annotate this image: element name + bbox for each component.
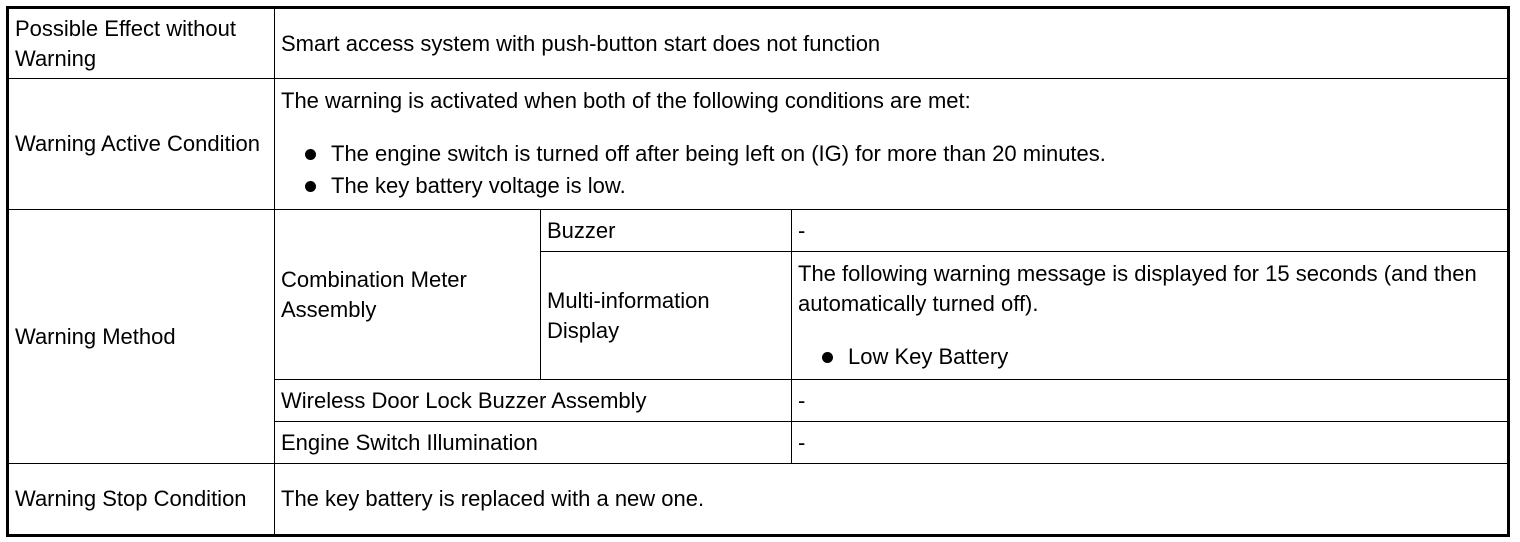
- mid-message-item: Low Key Battery: [798, 341, 1501, 373]
- warning-specification-table: [6, 6, 1510, 537]
- row-warning-active-condition: [8, 79, 1509, 210]
- active-condition-item: The engine switch is turned off after being left on (IG) for more than 20 minutes.: [281, 138, 1501, 170]
- warning-active-condition-label: Warning Active Condition: [8, 79, 275, 210]
- active-condition-item: The key battery voltage is low.: [281, 170, 1501, 202]
- warning-stop-condition-label: Warning Stop Condition: [8, 464, 275, 536]
- possible-effect-label: Possible Effect without Warning: [8, 8, 275, 79]
- active-condition-intro: The warning is activated when both of the following conditions are met:: [281, 88, 971, 113]
- mid-value: [792, 252, 1509, 380]
- door-lock-buzzer-label: Wireless Door Lock Buzzer Assembly: [275, 380, 792, 422]
- active-condition-list: [281, 138, 1501, 202]
- row-possible-effect: [8, 8, 1509, 79]
- possible-effect-value: Smart access system with push-button start does not function: [275, 8, 1509, 79]
- warning-stop-condition-value: The key battery is replaced with a new one.: [275, 464, 1509, 536]
- door-lock-buzzer-value: -: [792, 380, 1509, 422]
- combination-meter-label: Combination Meter Assembly: [275, 210, 541, 380]
- buzzer-value: -: [792, 210, 1509, 252]
- warning-method-label: Warning Method: [8, 210, 275, 464]
- row-warning-stop-condition: [8, 464, 1509, 536]
- mid-message: The following warning message is displayed for 15 seconds (and then automatically turned off).: [798, 260, 1477, 316]
- switch-illumination-label: Engine Switch Illumination: [275, 422, 792, 464]
- mid-message-list: [798, 341, 1501, 373]
- switch-illumination-value: -: [792, 422, 1509, 464]
- buzzer-label: Buzzer: [541, 210, 792, 252]
- row-warning-method-buzzer: [8, 210, 1509, 252]
- warning-active-condition-value: [275, 79, 1509, 210]
- mid-label: Multi-information Display: [541, 252, 792, 380]
